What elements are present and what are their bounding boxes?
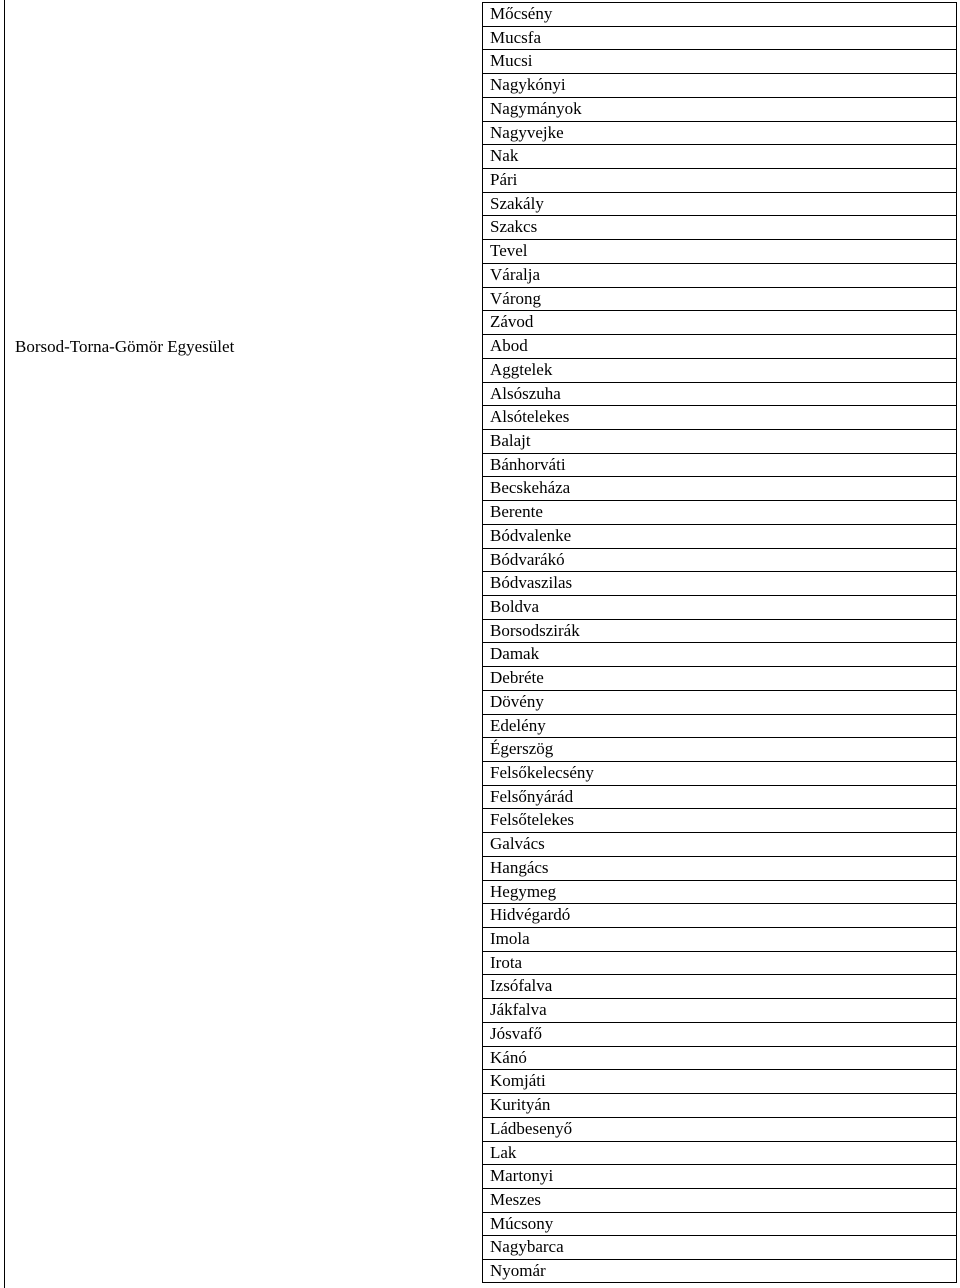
settlement-row: Nagykónyi bbox=[483, 73, 956, 97]
settlement-row: Bódvalenke bbox=[483, 524, 956, 548]
settlement-row: Boldva bbox=[483, 595, 956, 619]
association-column bbox=[4, 0, 482, 1288]
settlement-row: Nak bbox=[483, 144, 956, 168]
settlement-row: Borsodszirák bbox=[483, 619, 956, 643]
settlement-row: Lak bbox=[483, 1141, 956, 1165]
settlement-row: Égerszög bbox=[483, 737, 956, 761]
settlement-row: Pári bbox=[483, 168, 956, 192]
settlement-row: Becskeháza bbox=[483, 476, 956, 500]
settlement-row: Závod bbox=[483, 310, 956, 334]
settlement-row: Imola bbox=[483, 927, 956, 951]
settlement-column bbox=[482, 2, 957, 1283]
settlement-row: Felsőnyárád bbox=[483, 785, 956, 809]
settlement-row: Irota bbox=[483, 951, 956, 975]
settlement-row: Felsőkelecsény bbox=[483, 761, 956, 785]
settlement-row: Hidvégardó bbox=[483, 903, 956, 927]
settlement-row: Bódvaszilas bbox=[483, 571, 956, 595]
settlement-row: Mőcsény bbox=[483, 2, 956, 26]
settlement-row: Balajt bbox=[483, 429, 956, 453]
settlement-row: Jósvafő bbox=[483, 1022, 956, 1046]
settlement-row: Felsőtelekes bbox=[483, 808, 956, 832]
settlement-row: Várong bbox=[483, 287, 956, 311]
settlement-row: Hegymeg bbox=[483, 880, 956, 904]
settlement-row: Nagyvejke bbox=[483, 121, 956, 145]
settlement-row: Jákfalva bbox=[483, 998, 956, 1022]
settlement-row: Kurityán bbox=[483, 1093, 956, 1117]
settlement-row: Aggtelek bbox=[483, 358, 956, 382]
settlement-row: Bódvarákó bbox=[483, 548, 956, 572]
settlement-row: Hangács bbox=[483, 856, 956, 880]
settlement-row: Ládbesenyő bbox=[483, 1117, 956, 1141]
settlement-row: Nagymányok bbox=[483, 97, 956, 121]
settlement-row: Komjáti bbox=[483, 1069, 956, 1093]
association-name: Borsod-Torna-Gömör Egyesület bbox=[15, 337, 235, 356]
settlement-row: Dövény bbox=[483, 690, 956, 714]
settlement-row: Galvács bbox=[483, 832, 956, 856]
settlement-row: Nyomár bbox=[483, 1259, 956, 1283]
settlement-row: Nagybarca bbox=[483, 1235, 956, 1259]
settlement-row: Alsótelekes bbox=[483, 405, 956, 429]
settlement-row: Berente bbox=[483, 500, 956, 524]
settlement-row: Damak bbox=[483, 642, 956, 666]
settlement-row: Edelény bbox=[483, 714, 956, 738]
settlement-row: Szakcs bbox=[483, 215, 956, 239]
settlement-row: Kánó bbox=[483, 1046, 956, 1070]
settlement-list bbox=[483, 2, 956, 1283]
settlement-row: Abod bbox=[483, 334, 956, 358]
settlement-row: Bánhorváti bbox=[483, 453, 956, 477]
settlement-row: Tevel bbox=[483, 239, 956, 263]
settlement-row: Debréte bbox=[483, 666, 956, 690]
settlement-row: Alsószuha bbox=[483, 382, 956, 406]
settlement-row: Váralja bbox=[483, 263, 956, 287]
settlement-row: Martonyi bbox=[483, 1164, 956, 1188]
settlement-row: Szakály bbox=[483, 192, 956, 216]
settlement-row: Izsófalva bbox=[483, 974, 956, 998]
settlement-row: Mucsfa bbox=[483, 26, 956, 50]
settlement-row: Mucsi bbox=[483, 49, 956, 73]
settlement-row: Meszes bbox=[483, 1188, 956, 1212]
settlement-row: Múcsony bbox=[483, 1212, 956, 1236]
